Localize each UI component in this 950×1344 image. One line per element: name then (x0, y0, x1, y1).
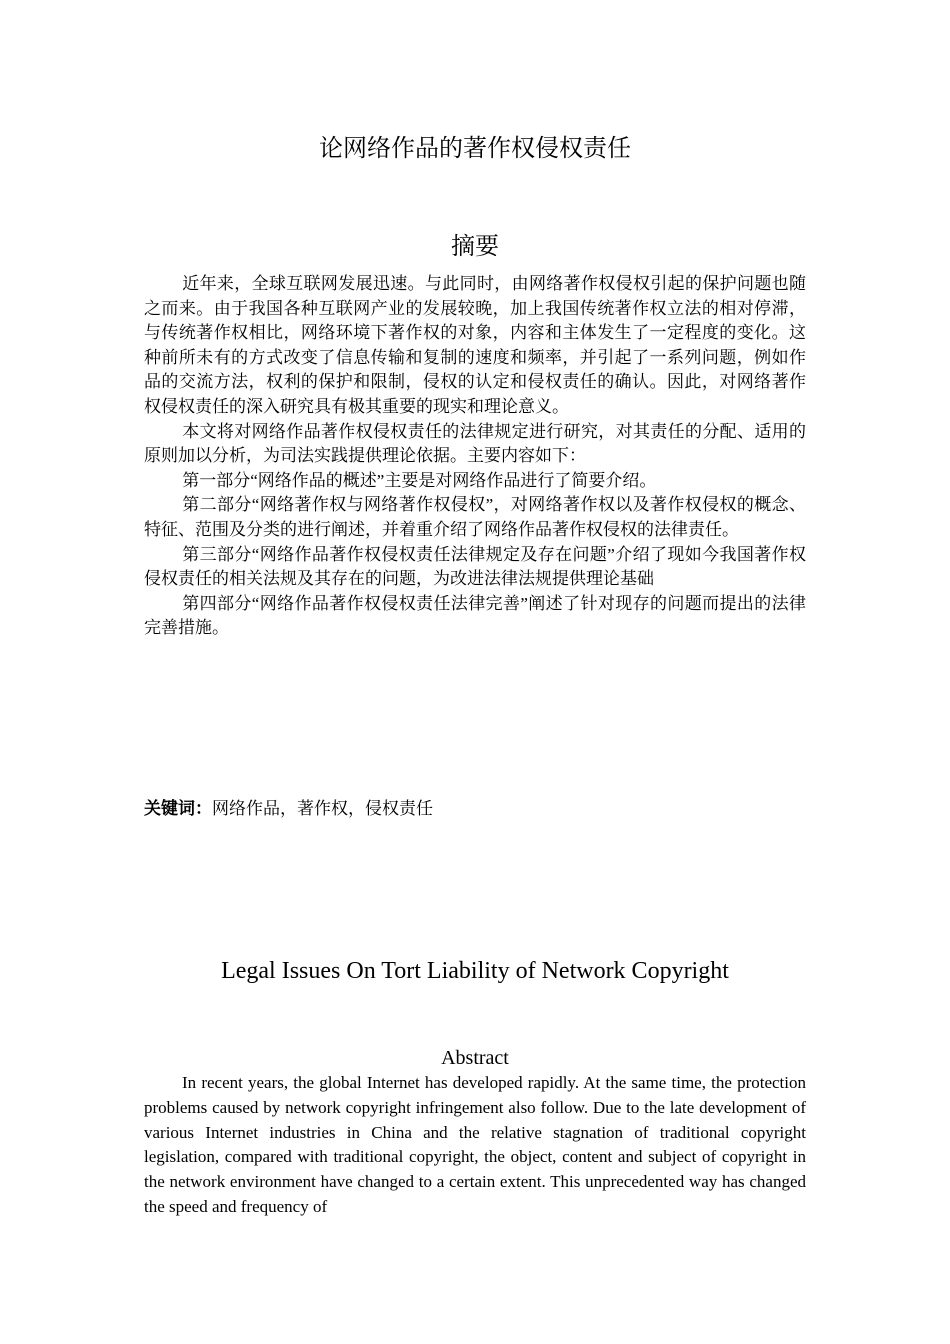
abstract-paragraph-cn: 第二部分“网络著作权与网络著作权侵权”，对网络著作权以及著作权侵权的概念、特征、范围及分类的进行阐述，并着重介绍了网络作品著作权侵权的法律责任。 (144, 495, 806, 539)
abstract-paragraph-cn: 近年来，全球互联网发展迅速。与此同时，由网络著作权侵权引起的保护问题也随之而来。由于我国各种互联网产业的发展较晚，加上我国传统著作权立法的相对停滞，与传统著作权相比，网络环境下著作权的对象，内容和主体发生了一定程度的变化。这种前所未有的方式改变了信息传输和复制的速度和频率，并引起了一系列问题，例如作品的交流方法，权利的保护和限制，侵权的认定和侵权责任的确认。因此，对网络著作权侵权责任的深入研究具有极其重要的现实和理论意义。 (144, 274, 806, 416)
document-title-en: Legal Issues On Tort Liability of Network Copyright (221, 958, 729, 984)
abstract-heading-en: Abstract (441, 1047, 509, 1069)
keywords-line-cn (144, 797, 806, 821)
keywords-label-cn: 关键词： (144, 799, 212, 819)
abstract-paragraph-cn: 第一部分“网络作品的概述”主要是对网络作品进行了简要介绍。 (182, 470, 657, 490)
abstract-body-en: In recent years, the global Internet has developed rapidly. At the same time, the protection problems caused by network copyright infringement also follow. Due to the late development of various Internet industries in China and the relative stagnation of traditional copyright legislation, compared with traditional copyright, the object, content and subject of copyright in the network environment have changed to a certain extent. This unprecedented way has changed the speed and frequency of (144, 1073, 806, 1216)
abstract-body-cn (144, 272, 806, 641)
abstract-paragraph-cn: 本文将对网络作品著作权侵权责任的法律规定进行研究，对其责任的分配、适用的原则加以分析，为司法实践提供理论依据。主要内容如下： (144, 421, 806, 466)
document-title-cn: 论网络作品的著作权侵权责任 (319, 136, 631, 162)
abstract-paragraph-cn: 第三部分“网络作品著作权侵权责任法律规定及存在问题”介绍了现如今我国著作权侵权责任的相关法规及其存在的问题，为改进法律法规提供理论基础 (144, 544, 806, 589)
keywords-value-cn: 网络作品，著作权，侵权责任 (212, 799, 433, 818)
abstract-paragraph-cn: 第四部分“网络作品著作权侵权责任法律完善”阐述了针对现存的问题而提出的法律完善措施。 (144, 593, 806, 638)
abstract-heading-cn: 摘要 (451, 234, 499, 260)
